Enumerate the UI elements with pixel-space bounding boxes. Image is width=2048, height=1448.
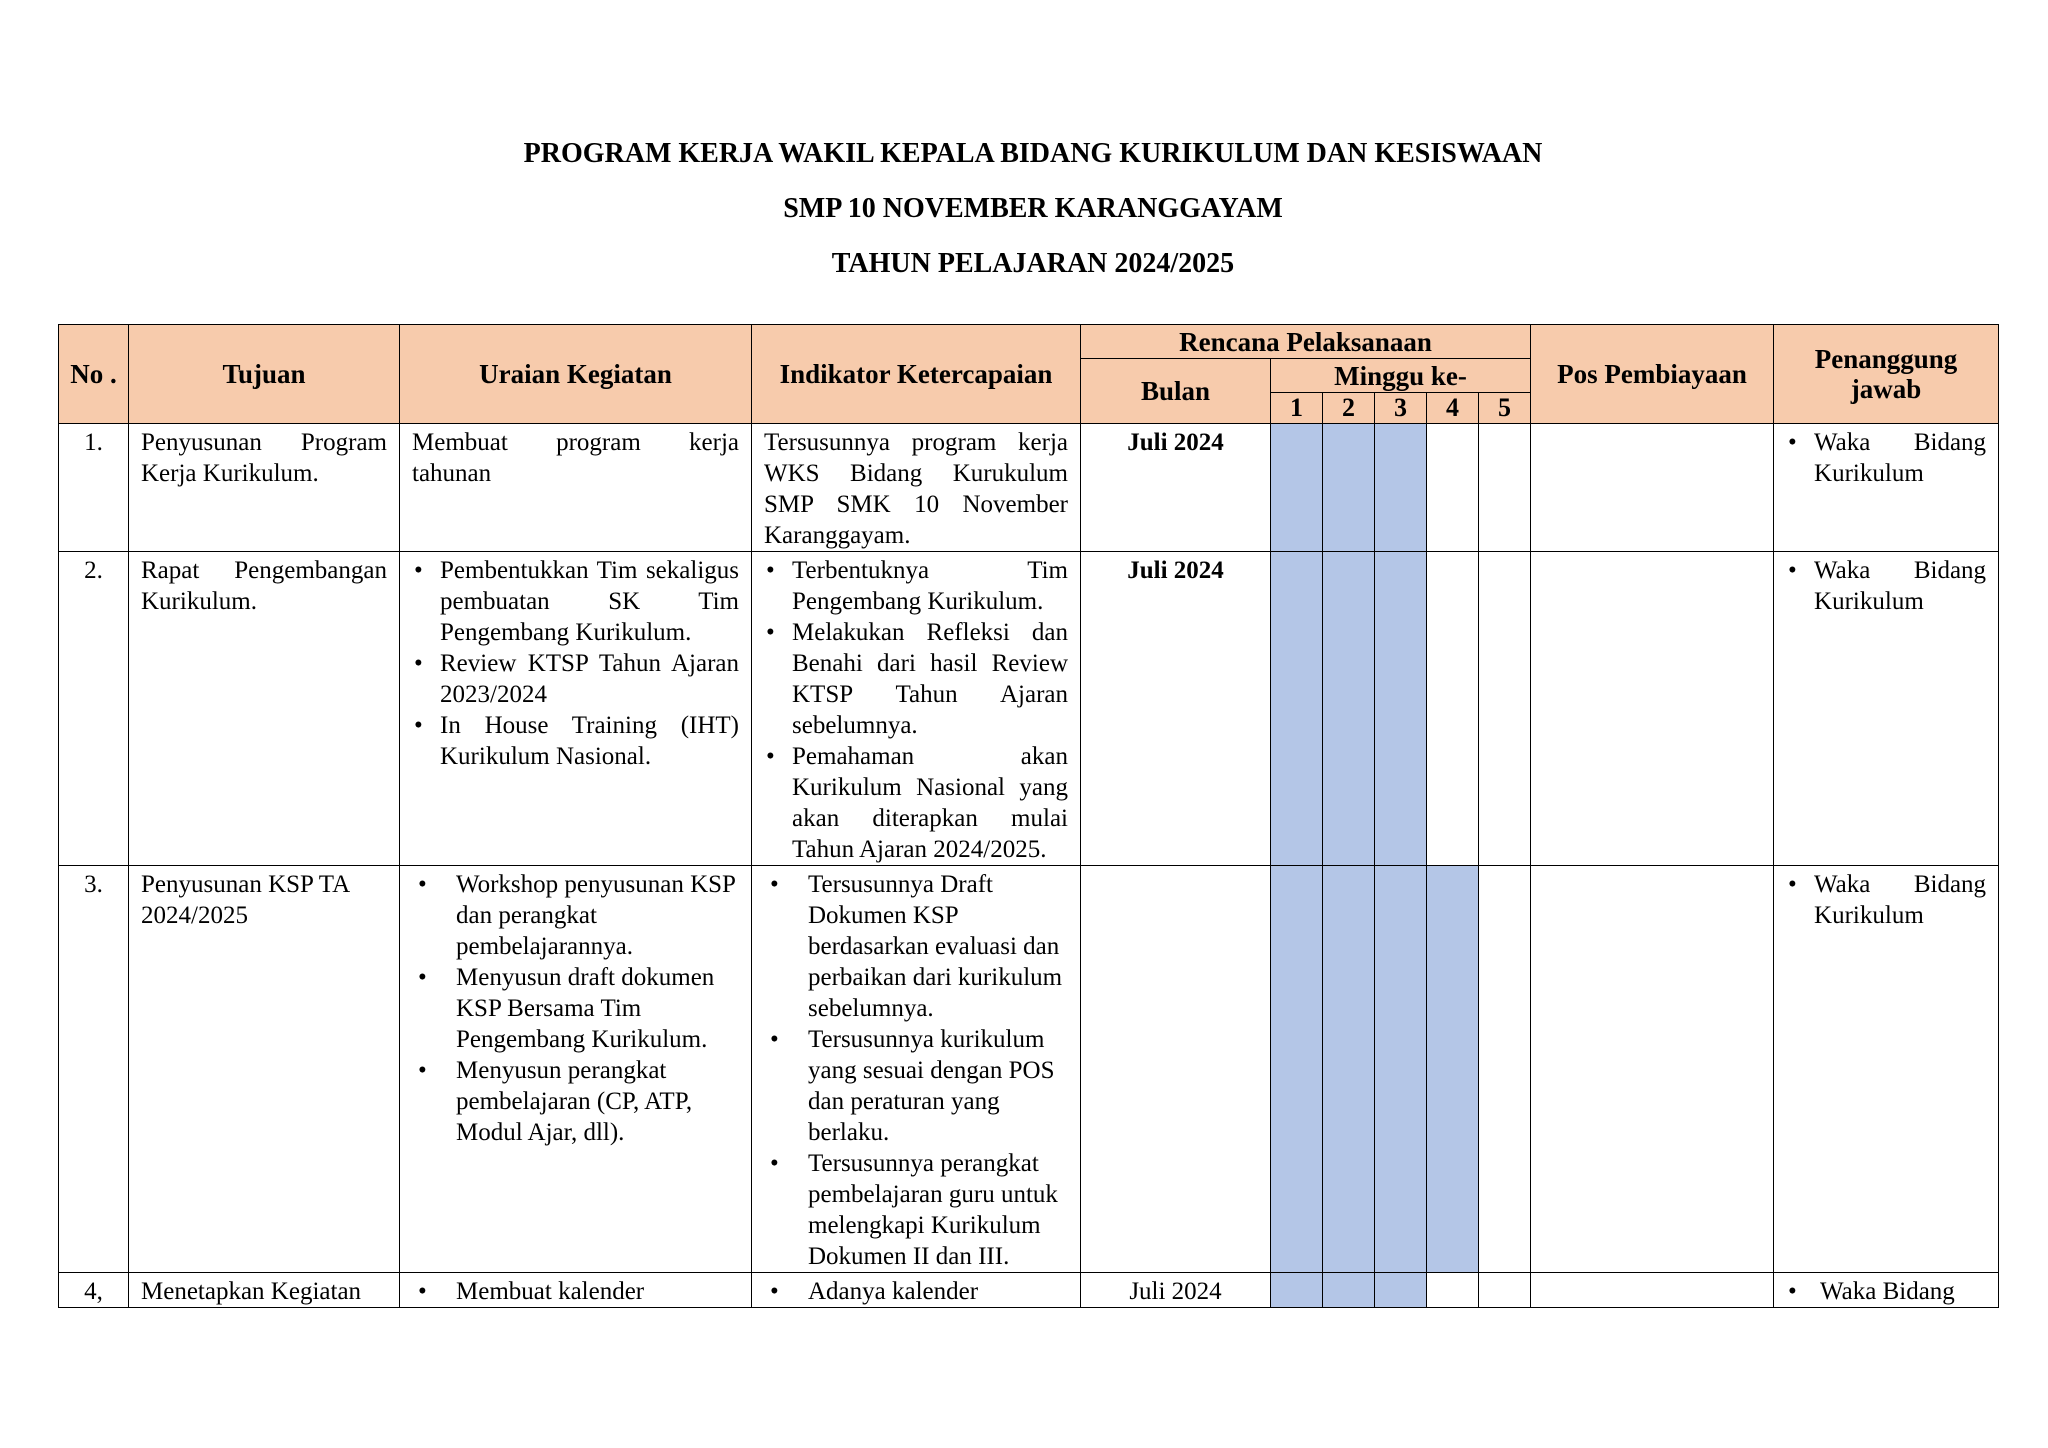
week-cell — [1375, 552, 1427, 866]
header-uraian: Uraian Kegiatan — [400, 325, 752, 424]
list-item: • Review KTSP Tahun Ajaran 2023/2024 — [412, 648, 739, 710]
program-table — [58, 324, 1999, 1308]
week-cell — [1479, 424, 1531, 552]
week-cell — [1427, 552, 1479, 866]
header-penanggung: Penanggung jawab — [1774, 325, 1999, 424]
list-item: • Menyusun draft dokumen KSP Bersama Tim Pengembang Kurikulum. — [412, 962, 739, 1055]
row-tujuan: Penyusunan Program Kerja Kurikulum. — [129, 424, 400, 552]
document-title — [0, 136, 2048, 301]
week-cell — [1271, 866, 1323, 1273]
row-uraian: Membuat program kerja tahunan — [400, 424, 752, 552]
list-item: • Waka Bidang Kurikulum — [1786, 427, 1986, 489]
list-item: • Menyusun perangkat pembelajaran (CP, ATP, Modul Ajar, dll). — [412, 1055, 739, 1148]
row-penanggung — [1774, 866, 1999, 1273]
title-line-3: TAHUN PELAJARAN 2024/2025 — [831, 248, 1235, 279]
row-indikator — [752, 552, 1081, 866]
list-item: • Pembentukkan Tim sekaligus pembuatan SK Tim Pengembang Kurikulum. — [412, 555, 739, 648]
row-penanggung — [1774, 424, 1999, 552]
header-week-5: 5 — [1479, 393, 1531, 424]
header-bulan: Bulan — [1081, 359, 1271, 424]
row-pos — [1531, 866, 1774, 1273]
header-indikator: Indikator Ketercapaian — [752, 325, 1081, 424]
week-cell — [1427, 1273, 1479, 1308]
list-item: • Adanya kalender — [764, 1276, 1068, 1307]
list-item: • Terbentuknya Tim Pengembang Kurikulum. — [764, 555, 1068, 617]
week-cell — [1323, 552, 1375, 866]
row-bulan: Juli 2024 — [1081, 552, 1271, 866]
row-indikator — [752, 1273, 1081, 1308]
row-tujuan: Rapat Pengembangan Kurikulum. — [129, 552, 400, 866]
list-item: • Waka Bidang Kurikulum — [1786, 869, 1986, 931]
list-item: • Waka Bidang Kurikulum — [1786, 555, 1986, 617]
week-cell — [1323, 1273, 1375, 1308]
header-no: No . — [59, 325, 129, 424]
row-no: 1. — [59, 424, 129, 552]
week-cell — [1427, 866, 1479, 1273]
row-pos — [1531, 424, 1774, 552]
header-pos: Pos Pembiayaan — [1531, 325, 1774, 424]
list-item: • In House Training (IHT) Kurikulum Nasional. — [412, 710, 739, 772]
list-item: • Workshop penyusunan KSP dan perangkat pembelajarannya. — [412, 869, 739, 962]
header-week-4: 4 — [1427, 393, 1479, 424]
row-pos — [1531, 552, 1774, 866]
week-cell — [1271, 424, 1323, 552]
week-cell — [1479, 552, 1531, 866]
header-minggu: Minggu ke- — [1271, 359, 1531, 393]
header-tujuan: Tujuan — [129, 325, 400, 424]
list-item: • Melakukan Refleksi dan Benahi dari hasil Review KTSP Tahun Ajaran sebelumnya. — [764, 617, 1068, 741]
week-cell — [1323, 424, 1375, 552]
header-week-1: 1 — [1271, 393, 1323, 424]
table-row — [59, 866, 1999, 1273]
row-tujuan: Menetapkan Kegiatan — [129, 1273, 400, 1308]
row-no: 2. — [59, 552, 129, 866]
row-bulan — [1081, 866, 1271, 1273]
header-rencana: Rencana Pelaksanaan — [1081, 325, 1531, 359]
list-item: • Tersusunnya perangkat pembelajaran guru untuk melengkapi Kurikulum Dokumen II dan III. — [764, 1148, 1068, 1272]
week-cell — [1271, 552, 1323, 866]
row-no: 3. — [59, 866, 129, 1273]
row-no: 4, — [59, 1273, 129, 1308]
row-bulan: Juli 2024 — [1081, 424, 1271, 552]
header-week-2: 2 — [1323, 393, 1375, 424]
list-item: • Membuat kalender — [412, 1276, 739, 1307]
header-week-3: 3 — [1375, 393, 1427, 424]
row-tujuan: Penyusunan KSP TA 2024/2025 — [129, 866, 400, 1273]
week-cell — [1375, 866, 1427, 1273]
row-pos — [1531, 1273, 1774, 1308]
row-uraian — [400, 866, 752, 1273]
title-line-1: PROGRAM KERJA WAKIL KEPALA BIDANG KURIKULUM DAN KESISWAAN — [523, 138, 1543, 169]
row-penanggung — [1774, 1273, 1999, 1308]
week-cell — [1479, 1273, 1531, 1308]
table-row — [59, 552, 1999, 866]
list-item: • Tersusunnya kurikulum yang sesuai dengan POS dan peraturan yang berlaku. — [764, 1024, 1068, 1148]
row-indikator: Tersusunnya program kerja WKS Bidang Kurukulum SMP SMK 10 November Karanggayam. — [752, 424, 1081, 552]
week-cell — [1375, 1273, 1427, 1308]
list-item: • Tersusunnya Draft Dokumen KSP berdasarkan evaluasi dan perbaikan dari kurikulum sebelumnya. — [764, 869, 1068, 1024]
week-cell — [1427, 424, 1479, 552]
row-uraian — [400, 1273, 752, 1308]
week-cell — [1479, 866, 1531, 1273]
list-item: • Waka Bidang — [1786, 1276, 1986, 1307]
week-cell — [1271, 1273, 1323, 1308]
row-indikator — [752, 866, 1081, 1273]
table-row — [59, 1273, 1999, 1308]
row-uraian — [400, 552, 752, 866]
table-row — [59, 424, 1999, 552]
week-cell — [1323, 866, 1375, 1273]
week-cell — [1375, 424, 1427, 552]
title-line-2: SMP 10 NOVEMBER KARANGGAYAM — [783, 193, 1283, 224]
list-item: • Pemahaman akan Kurikulum Nasional yang akan diterapkan mulai Tahun Ajaran 2024/2025. — [764, 741, 1068, 865]
row-penanggung — [1774, 552, 1999, 866]
row-bulan: Juli 2024 — [1081, 1273, 1271, 1308]
